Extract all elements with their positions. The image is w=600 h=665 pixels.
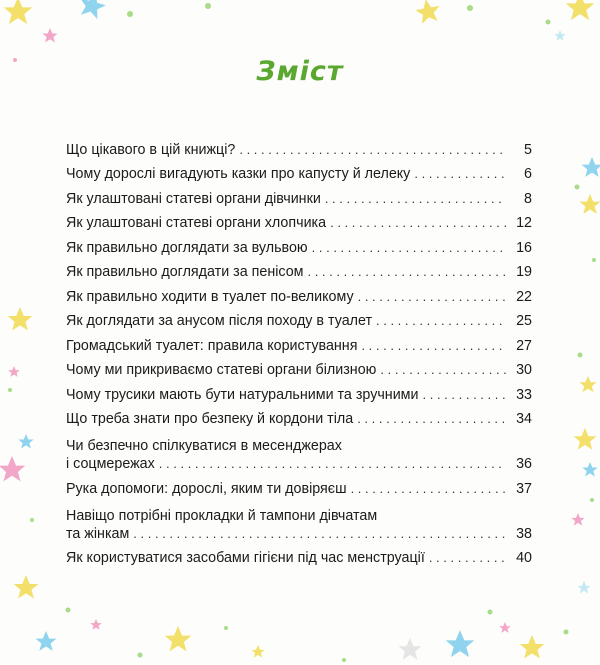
star-icon [165,626,192,651]
dot-leader [423,386,507,404]
toc-entry-title: Як доглядати за анусом після походу в туалет [66,313,373,329]
toc-entry-title: Чому трусики мають бути натуральними та зручними [66,386,419,403]
dot-leader [414,165,506,183]
toc-entry-page: 33 [516,386,532,403]
star-icon [414,0,442,25]
toc-entry-title: Як правильно доглядати за пенісом [66,264,304,280]
toc-entry[interactable] [66,306,532,331]
toc-entry-page: 22 [516,288,532,305]
dot-leader [351,480,506,498]
star-icon [582,157,600,177]
toc-entry-page: 40 [516,550,532,566]
toc-entry[interactable] [66,159,532,184]
toc-entry-title: Чи безпечно спілкуватися в месенджерах [66,438,342,454]
dot-leader [159,455,506,473]
toc-entry[interactable] [66,232,532,257]
star-icon [582,462,597,476]
toc-entry-title: Як улаштовані статеві органи хлопчика [66,215,327,231]
toc-entry[interactable] [66,404,532,429]
star-icon [580,194,600,214]
toc-entry-page: 8 [524,190,532,207]
dot-leader [325,190,506,208]
star-icon [42,28,57,42]
toc-entry-title: Як правильно доглядати за вульвою [66,239,308,256]
dot-leader [330,214,506,232]
toc-entry-page: 34 [516,411,532,427]
star-icon [76,0,108,20]
dot-leader [133,525,506,543]
toc-entry-title-continued: та жінкам [66,525,130,542]
star-icon [251,645,264,658]
page-title: Зміст [256,56,344,87]
table-of-contents [66,134,532,567]
toc-entry-page: 5 [524,141,532,158]
toc-entry-title: Чому ми прикриваємо статеві органи білизною [66,362,377,378]
toc-entry-page: 27 [516,337,532,354]
star-icon [8,366,19,377]
toc-entry[interactable] [66,257,532,282]
star-icon [0,456,25,481]
toc-entry-title: Чому дорослі вигадують казки про капусту й лелеку [66,166,411,182]
toc-entry[interactable] [66,330,532,355]
dot-leader [358,288,506,306]
star-icon [446,630,475,657]
dot-leader [312,239,506,257]
toc-entry[interactable] [66,134,532,159]
toc-entry-title: Як улаштовані статеві органи дівчинки [66,190,321,207]
toc-entry-title: Навіщо потрібні прокладки й тампони дівчатам [66,507,378,524]
toc-entry[interactable] [66,355,532,380]
star-icon [520,635,545,659]
star-icon [8,307,33,331]
toc-entry-page: 30 [516,362,532,378]
star-icon [554,30,565,41]
toc-entry-page: 19 [516,264,532,280]
dot-leader [357,410,506,428]
toc-entry[interactable] [66,498,532,543]
dot-leader [429,549,506,567]
toc-entry-title-continued: і соцмережах [66,456,155,472]
star-icon [571,513,584,526]
toc-entry-page: 37 [516,480,532,497]
toc-entry-page: 6 [524,166,532,182]
star-icon [579,376,596,392]
star-icon [399,638,422,660]
toc-entry-page: 12 [516,215,532,231]
dot-leader [239,141,506,159]
star-icon [499,622,510,633]
dot-leader [307,263,506,281]
dot-leader [380,361,506,379]
toc-entry-title: Рука допомоги: дорослі, яким ти довіряєш [66,480,347,497]
toc-entry-title: Як правильно ходити в туалет по-великому [66,288,354,305]
star-icon [18,434,33,448]
star-icon [577,581,590,594]
star-icon [90,619,101,630]
toc-entry[interactable] [66,379,532,404]
toc-entry-title: Громадський туалет: правила користування [66,337,358,354]
toc-entry-page: 36 [516,456,532,472]
toc-entry-title: Що треба знати про безпеку й кордони тіла [66,411,354,427]
dot-leader [361,337,506,355]
star-icon [566,0,595,20]
star-icon [574,428,597,450]
toc-entry[interactable] [66,183,532,208]
star-icon [4,0,33,24]
star-icon [36,631,57,651]
toc-entry-page: 25 [516,313,532,329]
toc-entry[interactable] [66,281,532,306]
toc-entry-page: 16 [516,239,532,256]
toc-entry-title: Як користуватися засобами гігієни під час менструації [66,550,425,566]
toc-entry[interactable] [66,473,532,498]
toc-entry[interactable] [66,543,532,568]
star-icon [14,575,39,599]
toc-entry-title: Що цікавого в цій книжці? [66,141,236,158]
toc-entry[interactable] [66,428,532,473]
toc-entry[interactable] [66,208,532,233]
toc-entry-page: 38 [516,525,532,542]
dot-leader [376,312,506,330]
